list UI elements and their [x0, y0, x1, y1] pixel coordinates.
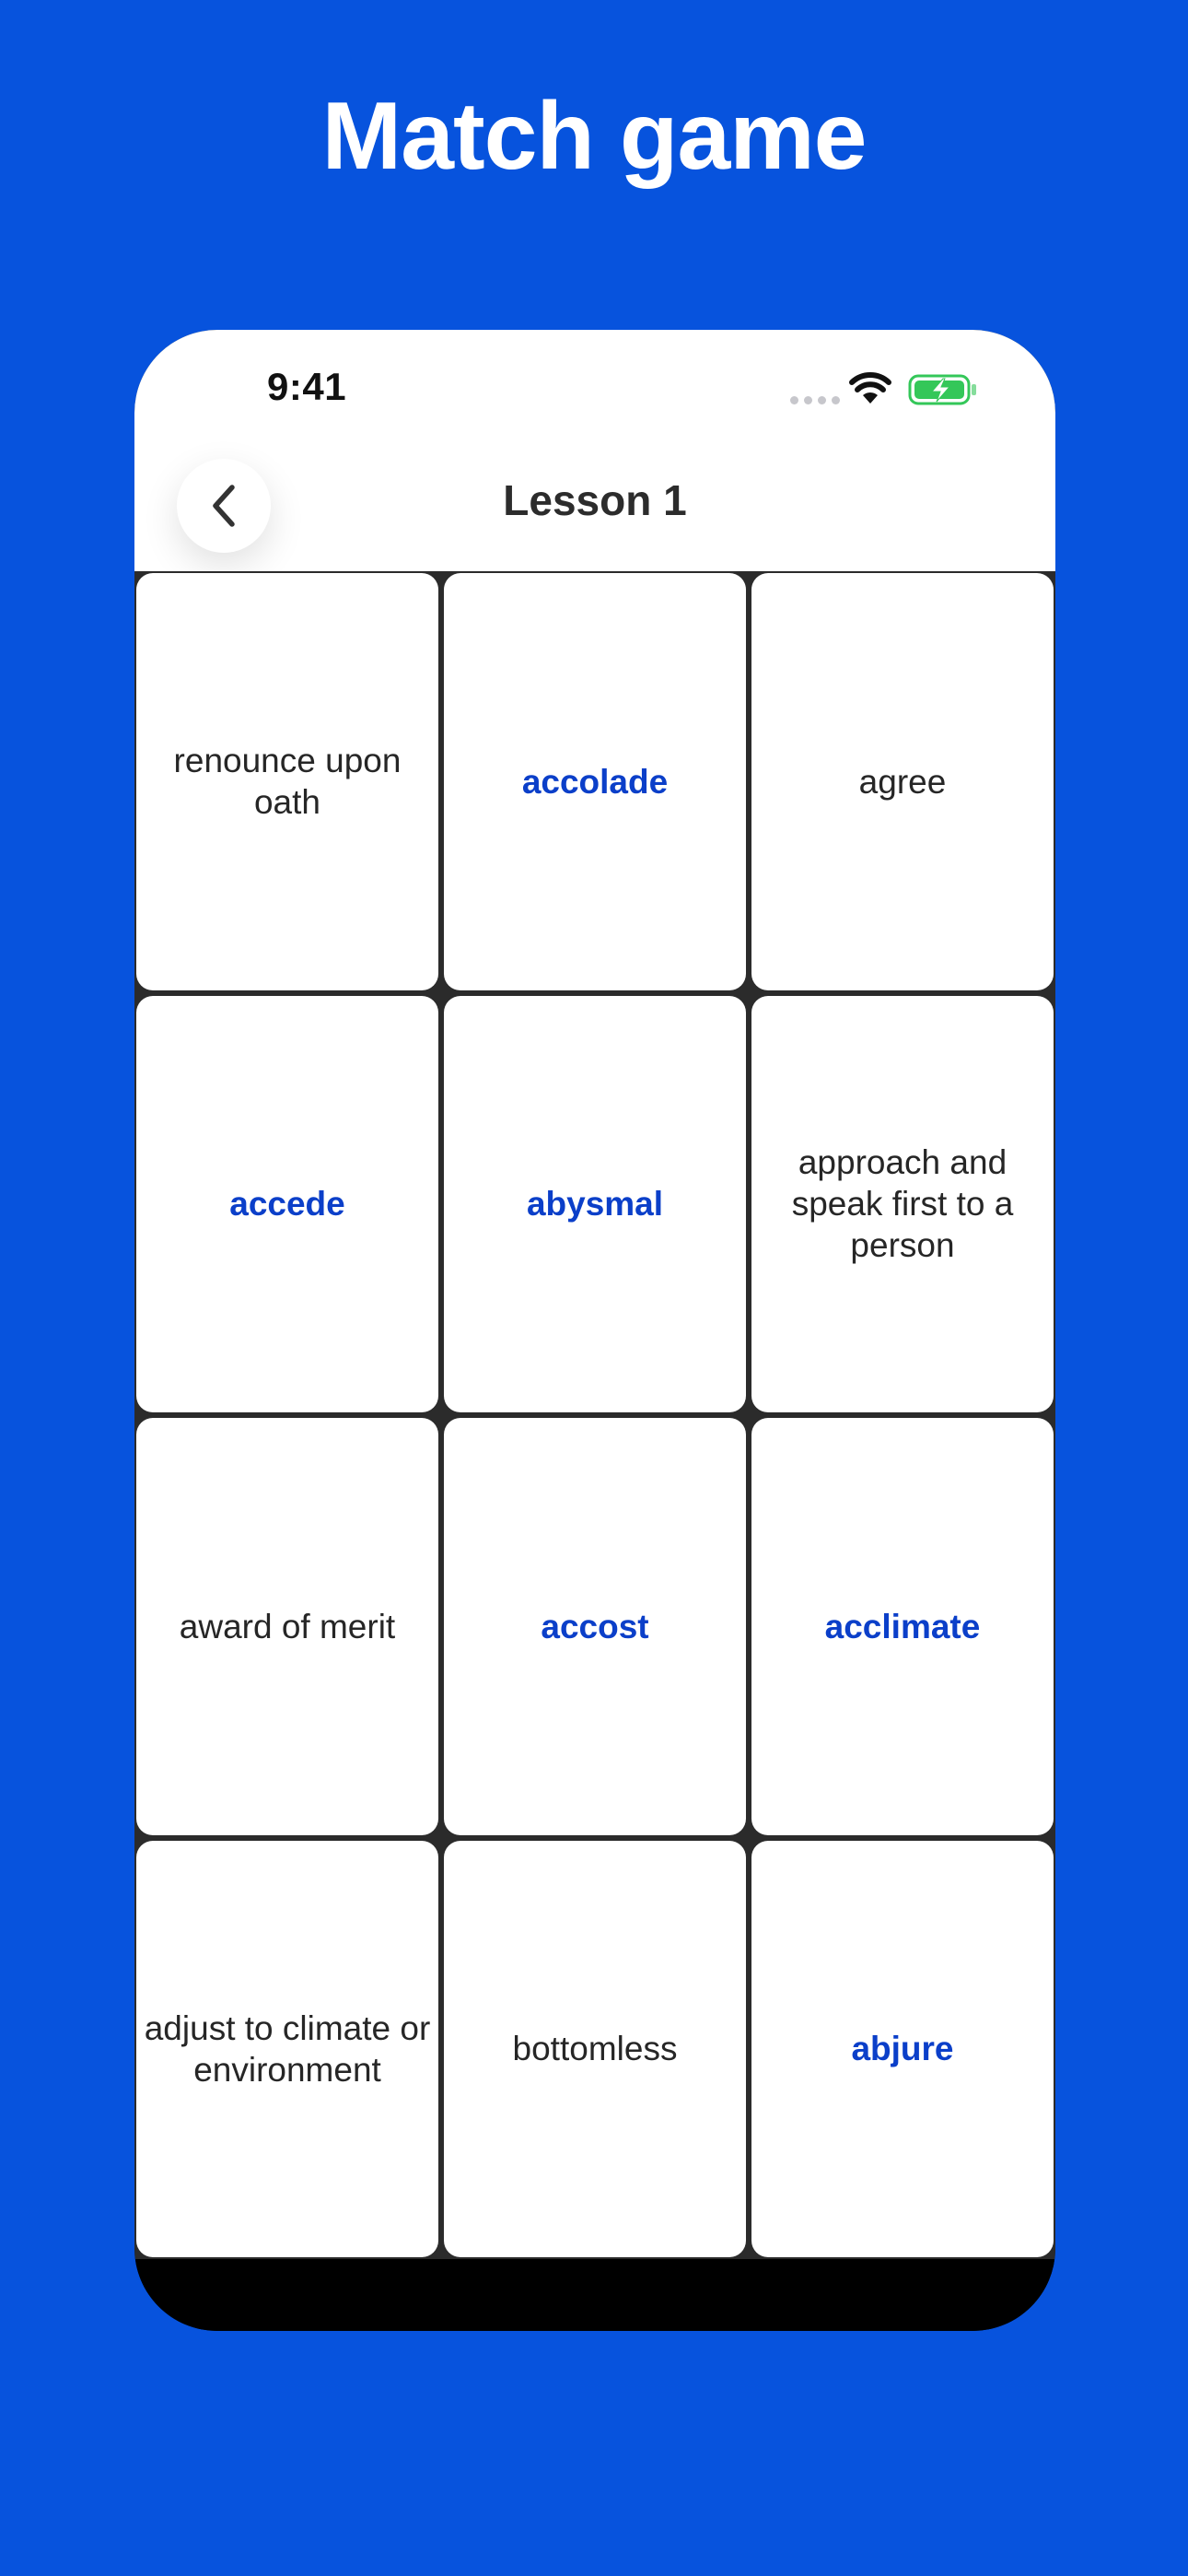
- match-card[interactable]: [751, 996, 1054, 1413]
- match-card[interactable]: [444, 573, 746, 990]
- match-card[interactable]: [136, 1418, 438, 1835]
- marketing-title: Match game: [321, 83, 867, 190]
- match-card[interactable]: [751, 573, 1054, 990]
- card-text: accolade: [521, 762, 669, 801]
- page-title: Lesson 1: [503, 476, 687, 524]
- card-text: adjust to climate or environment: [144, 2008, 431, 2089]
- home-indicator-area: [134, 2259, 1055, 2331]
- match-card[interactable]: [444, 1418, 746, 1835]
- cellular-signal-icon: [790, 396, 840, 404]
- match-card[interactable]: [444, 996, 746, 1413]
- card-text: approach and speak first to a person: [791, 1143, 1014, 1265]
- card-text: agree: [858, 762, 947, 801]
- card-text: award of merit: [179, 1607, 396, 1645]
- card-text: abjure: [851, 2030, 954, 2068]
- match-card[interactable]: [444, 1841, 746, 2258]
- match-card[interactable]: [136, 1841, 438, 2258]
- match-card[interactable]: [136, 573, 438, 990]
- match-card[interactable]: [751, 1418, 1054, 1835]
- battery-charging-icon: [908, 374, 978, 405]
- card-text: acclimate: [824, 1607, 981, 1645]
- card-text: abysmal: [526, 1185, 664, 1224]
- card-text: bottomless: [512, 2030, 678, 2068]
- match-grid: [134, 571, 1055, 2259]
- match-card[interactable]: [751, 1841, 1054, 2258]
- wifi-icon: [849, 372, 891, 405]
- app-header: [134, 330, 1055, 571]
- phone-frame: [134, 330, 1055, 2331]
- card-text: accost: [541, 1607, 649, 1645]
- card-text: accede: [229, 1185, 345, 1224]
- status-time: 9:41: [267, 365, 347, 408]
- card-text: renounce upon oath: [173, 742, 402, 822]
- match-card[interactable]: [136, 996, 438, 1413]
